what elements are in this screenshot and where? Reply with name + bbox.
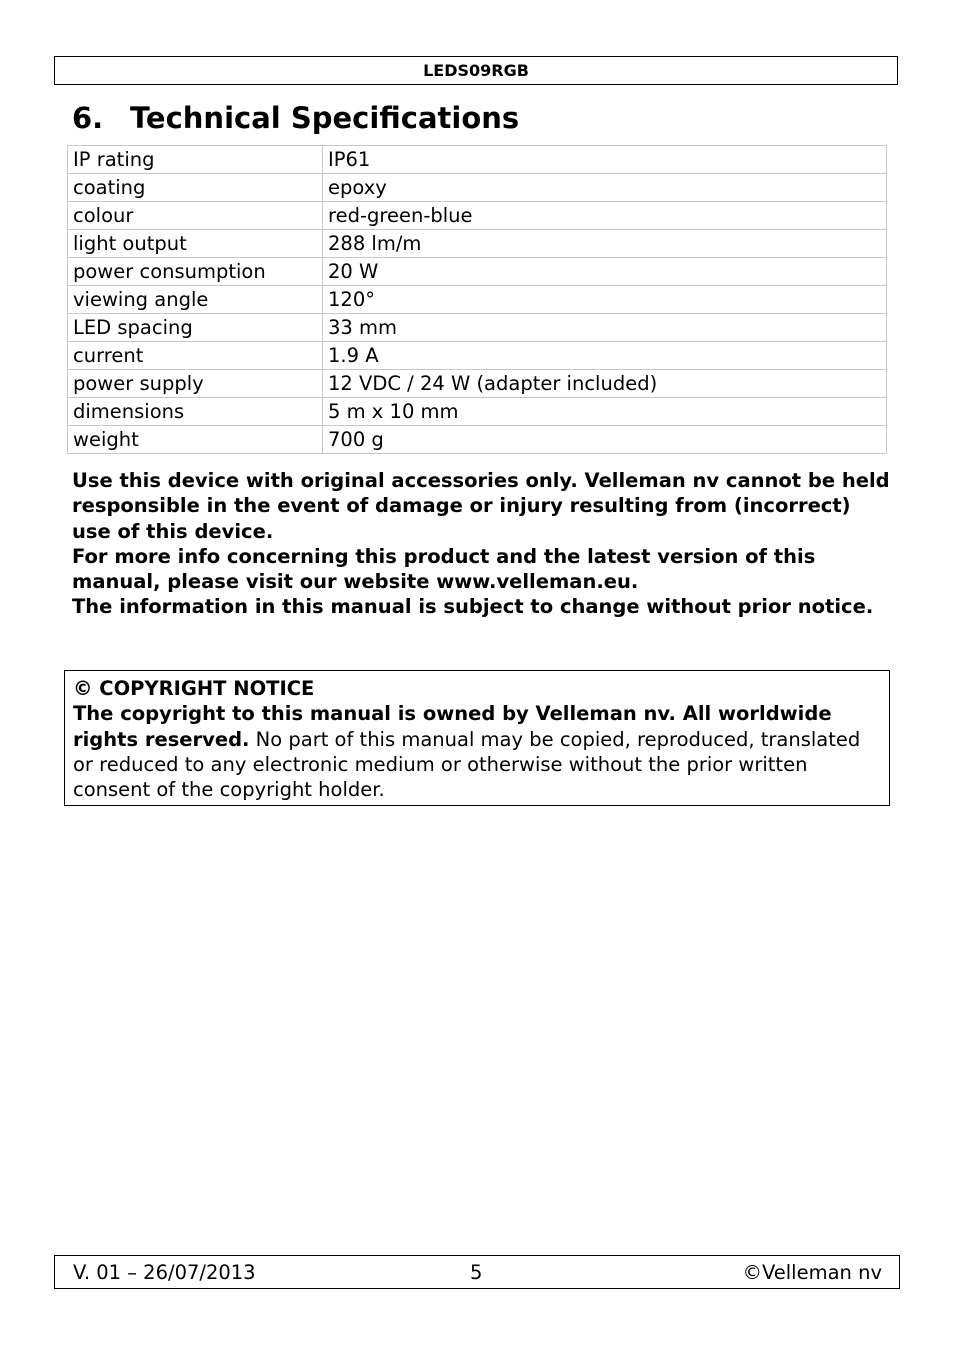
copyright-bold-text: The copyright to this manual is owned by Velleman nv. All worldwide rights reserved. xyxy=(73,702,832,751)
table-row xyxy=(68,314,887,342)
spec-value: 12 VDC / 24 W (adapter included) xyxy=(323,370,887,398)
copyright-heading: © COPYRIGHT NOTICE xyxy=(73,677,315,700)
spec-label: power consumption xyxy=(68,258,323,286)
spec-label: viewing angle xyxy=(68,286,323,314)
spec-label: coating xyxy=(68,174,323,202)
footer-version: V. 01 – 26/07/2013 xyxy=(73,1261,256,1284)
spec-value: red-green-blue xyxy=(323,202,887,230)
spec-label: LED spacing xyxy=(68,314,323,342)
model-name: LEDS09RGB xyxy=(423,61,529,80)
table-row xyxy=(68,230,887,258)
spec-label: weight xyxy=(68,426,323,454)
spec-value: 288 lm/m xyxy=(323,230,887,258)
table-row xyxy=(68,370,887,398)
footer-company: ©Velleman nv xyxy=(742,1261,882,1284)
spec-label: IP rating xyxy=(68,146,323,174)
spec-label: current xyxy=(68,342,323,370)
footer xyxy=(54,1255,900,1289)
copyright-notice-box xyxy=(64,670,890,806)
copyright-text: No part of this manual may be copied, reproduced, translated or reduced to any electronic medium or otherwise without the prior written consent of the copyright holder. xyxy=(73,727,861,802)
spec-label: dimensions xyxy=(68,398,323,426)
spec-value: epoxy xyxy=(323,174,887,202)
table-row xyxy=(68,286,887,314)
table-row xyxy=(68,258,887,286)
table-row xyxy=(68,202,887,230)
spec-value: 5 m x 10 mm xyxy=(323,398,887,426)
spec-value: IP61 xyxy=(323,146,887,174)
info-paragraph: For more info concerning this product and the latest version of this manual, please visit our website www.velleman.eu. xyxy=(72,544,816,594)
page-number: 5 xyxy=(470,1261,483,1284)
section-number: 6. xyxy=(72,101,104,135)
spec-value: 33 mm xyxy=(323,314,887,342)
spec-value: 20 W xyxy=(323,258,887,286)
table-row xyxy=(68,342,887,370)
section-title-text: Technical Specifications xyxy=(130,101,520,135)
spec-table xyxy=(67,145,887,454)
table-row xyxy=(68,398,887,426)
copyright-body xyxy=(73,701,881,802)
table-row xyxy=(68,146,887,174)
section-title xyxy=(72,98,519,138)
spec-label: light output xyxy=(68,230,323,258)
spec-value: 120° xyxy=(323,286,887,314)
notice-paragraph: The information in this manual is subject to change without prior notice. xyxy=(72,595,874,619)
table-row xyxy=(68,426,887,454)
spec-label: colour xyxy=(68,202,323,230)
table-row xyxy=(68,174,887,202)
spec-value: 1.9 A xyxy=(323,342,887,370)
header-box xyxy=(54,56,898,85)
spec-value: 700 g xyxy=(323,426,887,454)
spec-label: power supply xyxy=(68,370,323,398)
warning-paragraph: Use this device with original accessories only. Velleman nv cannot be held responsible in the event of damage or injury resulting from (incorrect) use of this device. xyxy=(72,469,890,543)
warning-text xyxy=(72,468,892,620)
